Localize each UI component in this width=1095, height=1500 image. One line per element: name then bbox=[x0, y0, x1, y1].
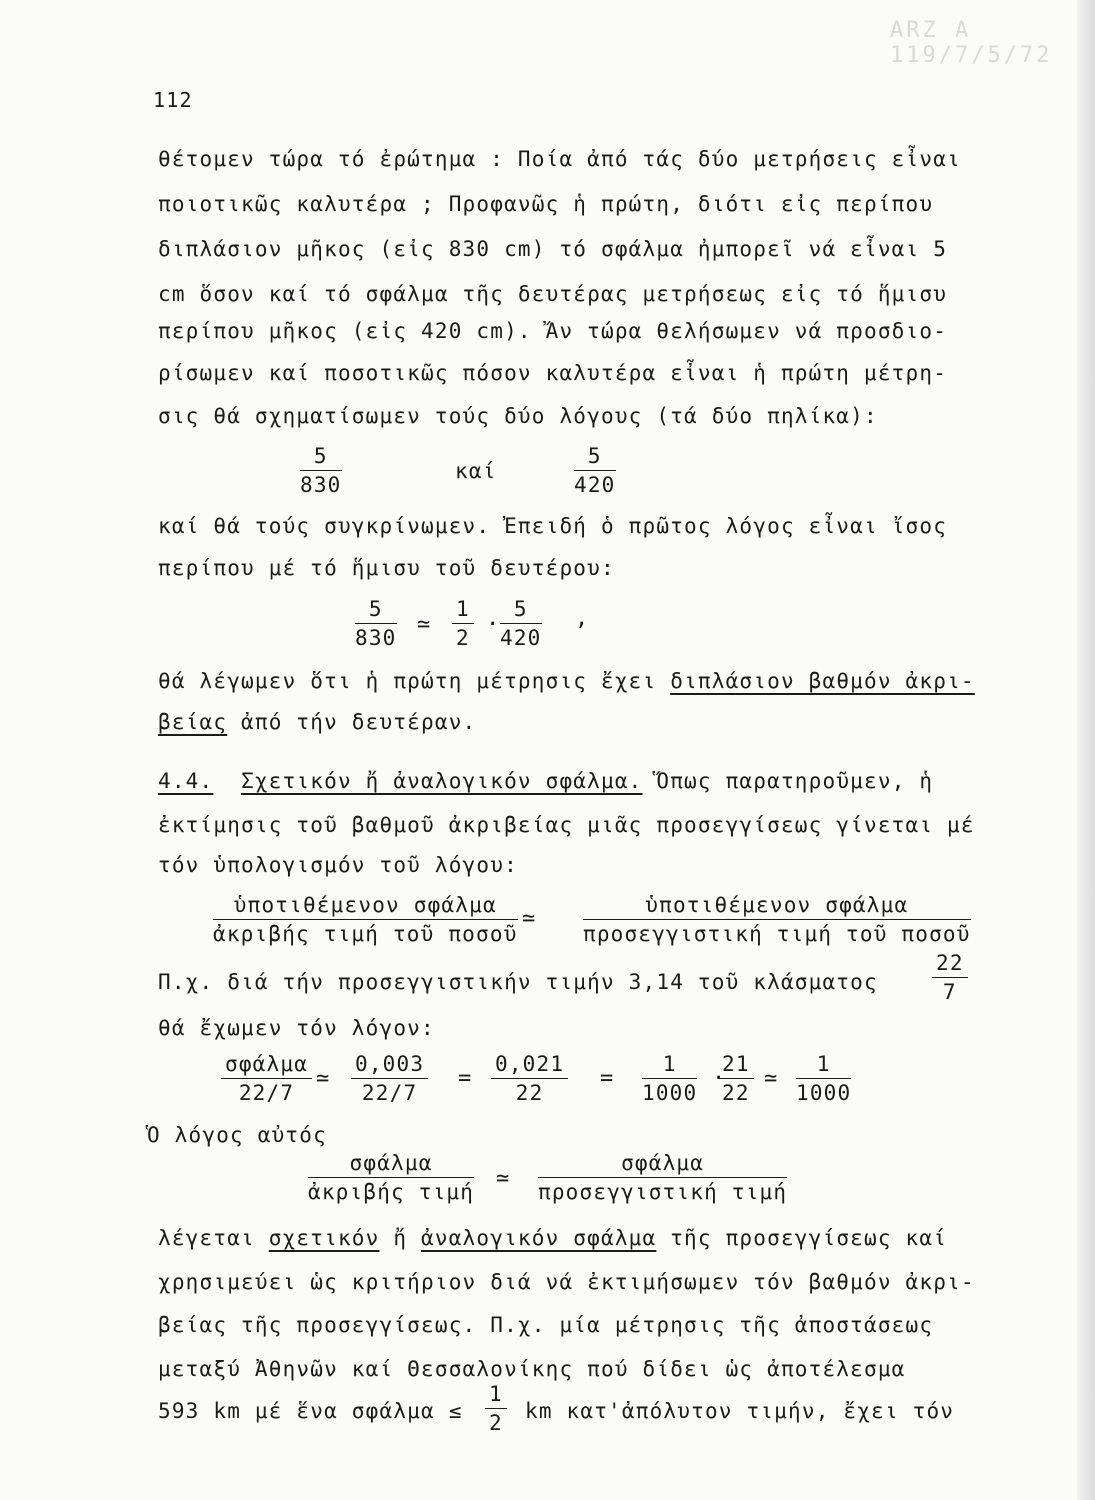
text-line-8: καί θά τούς συγκρίνωμεν. Ἐπειδή ὁ πρῶτος λόγος εἶναι ἴσος bbox=[158, 514, 948, 538]
fraction-denominator: προσεγγιστική τιμή bbox=[538, 1180, 788, 1204]
text-segment: λέγεται bbox=[158, 1226, 269, 1250]
multiply-dot: · bbox=[712, 1066, 727, 1091]
fraction-denominator: 22/7 bbox=[361, 1081, 418, 1105]
text-line-21: μεταξύ Ἀθηνῶν καί Θεσσαλονίκης πού δίδει ὡς ἀποτέλεσμα bbox=[158, 1357, 906, 1381]
approx-sign: ≃ bbox=[764, 1066, 779, 1091]
fraction-denominator: 22 bbox=[722, 1081, 750, 1105]
fraction-numerator: σφάλμα bbox=[221, 1052, 312, 1079]
fraction-numerator: σφάλμα bbox=[538, 1151, 787, 1178]
ratio-left-fraction bbox=[213, 893, 518, 946]
fraction-half bbox=[485, 1382, 507, 1435]
fraction-numerator: σφάλμα bbox=[308, 1151, 474, 1178]
ratio-right-fraction bbox=[583, 893, 971, 946]
fraction-denominator: 1000 bbox=[796, 1081, 852, 1105]
text-line-22-end: km κατ'ἀπόλυτον τιμήν, ἔχει τόν bbox=[525, 1399, 955, 1423]
text-segment: ἤ bbox=[379, 1226, 422, 1250]
comma: , bbox=[575, 606, 590, 631]
text-line-3: διπλάσιον μῆκος (εἰς 830 cm) τό σφάλμα ἠμπορεῖ νά εἶναι 5 bbox=[158, 237, 948, 261]
fraction-5-830-b bbox=[355, 597, 397, 650]
fraction-5-420 bbox=[574, 444, 616, 497]
fraction-21-22 bbox=[718, 1052, 754, 1105]
text-line-14: τόν ὑπολογισμόν τοῦ λόγου: bbox=[158, 853, 518, 877]
text-line-15: Π.χ. διά τήν προσεγγιστικήν τιμήν 3,14 τοῦ κλάσματος bbox=[158, 970, 878, 994]
text-line-10 bbox=[158, 669, 975, 693]
underlined-phrase: βείας bbox=[158, 710, 228, 734]
fraction-numerator: ὑποτιθέμενον σφάλμα bbox=[583, 893, 971, 920]
text-segment: ἀπό τήν δευτέραν. bbox=[227, 710, 477, 734]
text-line-7: σις θά σχηματίσωμεν τούς δύο λόγους (τά δύο πηλίκα): bbox=[158, 404, 878, 428]
fraction-denominator: 830 bbox=[300, 473, 342, 497]
equals-sign: = bbox=[458, 1066, 473, 1091]
fraction-1-2 bbox=[452, 597, 474, 650]
fraction-denominator: προσεγγιστική τιμή τοῦ ποσοῦ bbox=[583, 922, 971, 946]
bleed-through-mark: ARZ A 119/7/5/72 bbox=[890, 18, 1053, 68]
text-line-5: περίπου μῆκος (εἰς 420 cm). Ἄν τώρα θελήσωμεν νά προσδιο- bbox=[158, 319, 948, 343]
fraction-denominator: 420 bbox=[500, 626, 542, 650]
fraction-denominator: 22 bbox=[515, 1081, 544, 1105]
fraction-numerator: 0,021 bbox=[491, 1052, 568, 1079]
fraction-numerator: 1 bbox=[796, 1052, 851, 1079]
page-edge-shadow bbox=[1077, 0, 1095, 1500]
text-line-2: ποιοτικῶς καλυτέρα ; Προφανῶς ἡ πρώτη, διότι εἰς περίπου bbox=[158, 192, 934, 216]
fraction-numerator: ὑποτιθέμενον σφάλμα bbox=[213, 893, 518, 920]
fraction-numerator: 1 bbox=[452, 597, 474, 624]
fraction-denominator: 22/7 bbox=[238, 1081, 295, 1105]
approx-sign: ≃ bbox=[316, 1066, 331, 1091]
text-segment: θά λέγωμεν ὅτι ἡ πρώτη μέτρησις ἔχει bbox=[158, 669, 671, 693]
text-segment: Ὅπως παρατηροῦμεν, ἡ bbox=[642, 769, 934, 793]
text-line-13: ἐκτίμησις τοῦ βαθμοῦ ἀκριβείας μιᾶς προσεγγίσεως γίνεται μέ bbox=[158, 813, 975, 837]
fraction-numerator: 5 bbox=[500, 597, 542, 624]
page-number: 112 bbox=[153, 88, 193, 112]
text-line-18 bbox=[158, 1226, 947, 1250]
approx-sign: ≃ bbox=[522, 906, 537, 931]
fraction-denominator: 7 bbox=[942, 980, 957, 1004]
fraction-denominator: 2 bbox=[456, 626, 470, 650]
fraction-numerator: 5 bbox=[574, 444, 616, 471]
fraction-denominator: 1000 bbox=[642, 1081, 698, 1105]
fraction-denominator: ἀκριβής τιμή τοῦ ποσοῦ bbox=[213, 922, 518, 946]
fraction-numerator: 5 bbox=[300, 444, 342, 471]
fraction-denominator: 420 bbox=[574, 473, 616, 497]
fraction-numerator: 21 bbox=[718, 1052, 754, 1079]
section-title: Σχετικόν ἤ ἀναλογικόν σφάλμα. bbox=[241, 769, 643, 793]
multiply-dot: · bbox=[486, 612, 501, 637]
and-word: καί bbox=[455, 459, 497, 483]
fraction-numerator: 5 bbox=[355, 597, 397, 624]
text-line-9: περίπου μέ τό ἥμισυ τοῦ δευτέρου: bbox=[158, 556, 615, 580]
approx-sign: ≃ bbox=[417, 612, 432, 637]
fraction-22-7 bbox=[932, 951, 968, 1004]
approx-sign: ≃ bbox=[496, 1166, 511, 1191]
relative-error-right bbox=[538, 1151, 787, 1204]
text-line-11 bbox=[158, 710, 476, 734]
text-line-1: θέτομεν τώρα τό ἐρώτημα : Ποία ἀπό τάς δύο μετρήσεις εἶναι bbox=[158, 147, 961, 171]
equals-sign: = bbox=[600, 1066, 615, 1091]
text-line-22-start: 593 km μέ ἕνα σφάλμα ≤ bbox=[158, 1399, 463, 1423]
section-number: 4.4. bbox=[158, 769, 214, 793]
text-line-17: Ὁ λόγος αὐτός bbox=[147, 1123, 327, 1147]
underlined-phrase: σχετικόν bbox=[268, 1226, 380, 1250]
section-heading-line bbox=[158, 769, 933, 793]
text-segment: τῆς προσεγγίσεως καί bbox=[656, 1226, 948, 1250]
fraction-1-1000 bbox=[642, 1052, 697, 1105]
text-line-16: θά ἔχωμεν τόν λόγον: bbox=[158, 1016, 435, 1040]
fraction-5-830 bbox=[300, 444, 342, 497]
fraction-denominator: ἀκριβής τιμή bbox=[308, 1180, 475, 1204]
fraction-numerator: 1 bbox=[642, 1052, 697, 1079]
fraction-0021-22 bbox=[491, 1052, 568, 1105]
fraction-5-420-b bbox=[500, 597, 542, 650]
text-line-4: cm ὅσον καί τό σφάλμα τῆς δευτέρας μετρήσεως εἰς τό ἥμισυ bbox=[158, 282, 948, 306]
fraction-0003-22-7 bbox=[351, 1052, 428, 1105]
underlined-phrase: ἀναλογικόν σφάλμα bbox=[421, 1226, 657, 1250]
fraction-error-22-7 bbox=[221, 1052, 312, 1105]
underlined-phrase: διπλάσιον βαθμόν ἀκρι- bbox=[670, 669, 975, 693]
relative-error-left bbox=[308, 1151, 474, 1204]
fraction-numerator: 1 bbox=[485, 1382, 507, 1409]
fraction-numerator: 0,003 bbox=[351, 1052, 428, 1079]
fraction-denominator: 830 bbox=[355, 626, 397, 650]
fraction-numerator: 22 bbox=[932, 951, 968, 978]
fraction-1-1000-b bbox=[796, 1052, 851, 1105]
text-line-19: χρησιμεύει ὡς κριτήριον διά νά ἐκτιμήσωμεν τόν βαθμόν ἀκρι- bbox=[158, 1270, 975, 1294]
text-line-20: βείας τῆς προσεγγίσεως. Π.χ. μία μέτρησις τῆς ἀποστάσεως bbox=[158, 1313, 934, 1337]
text-line-6: ρίσωμεν καί ποσοτικῶς πόσον καλυτέρα εἶναι ἡ πρώτη μέτρη- bbox=[158, 361, 948, 385]
fraction-denominator: 2 bbox=[489, 1411, 503, 1435]
